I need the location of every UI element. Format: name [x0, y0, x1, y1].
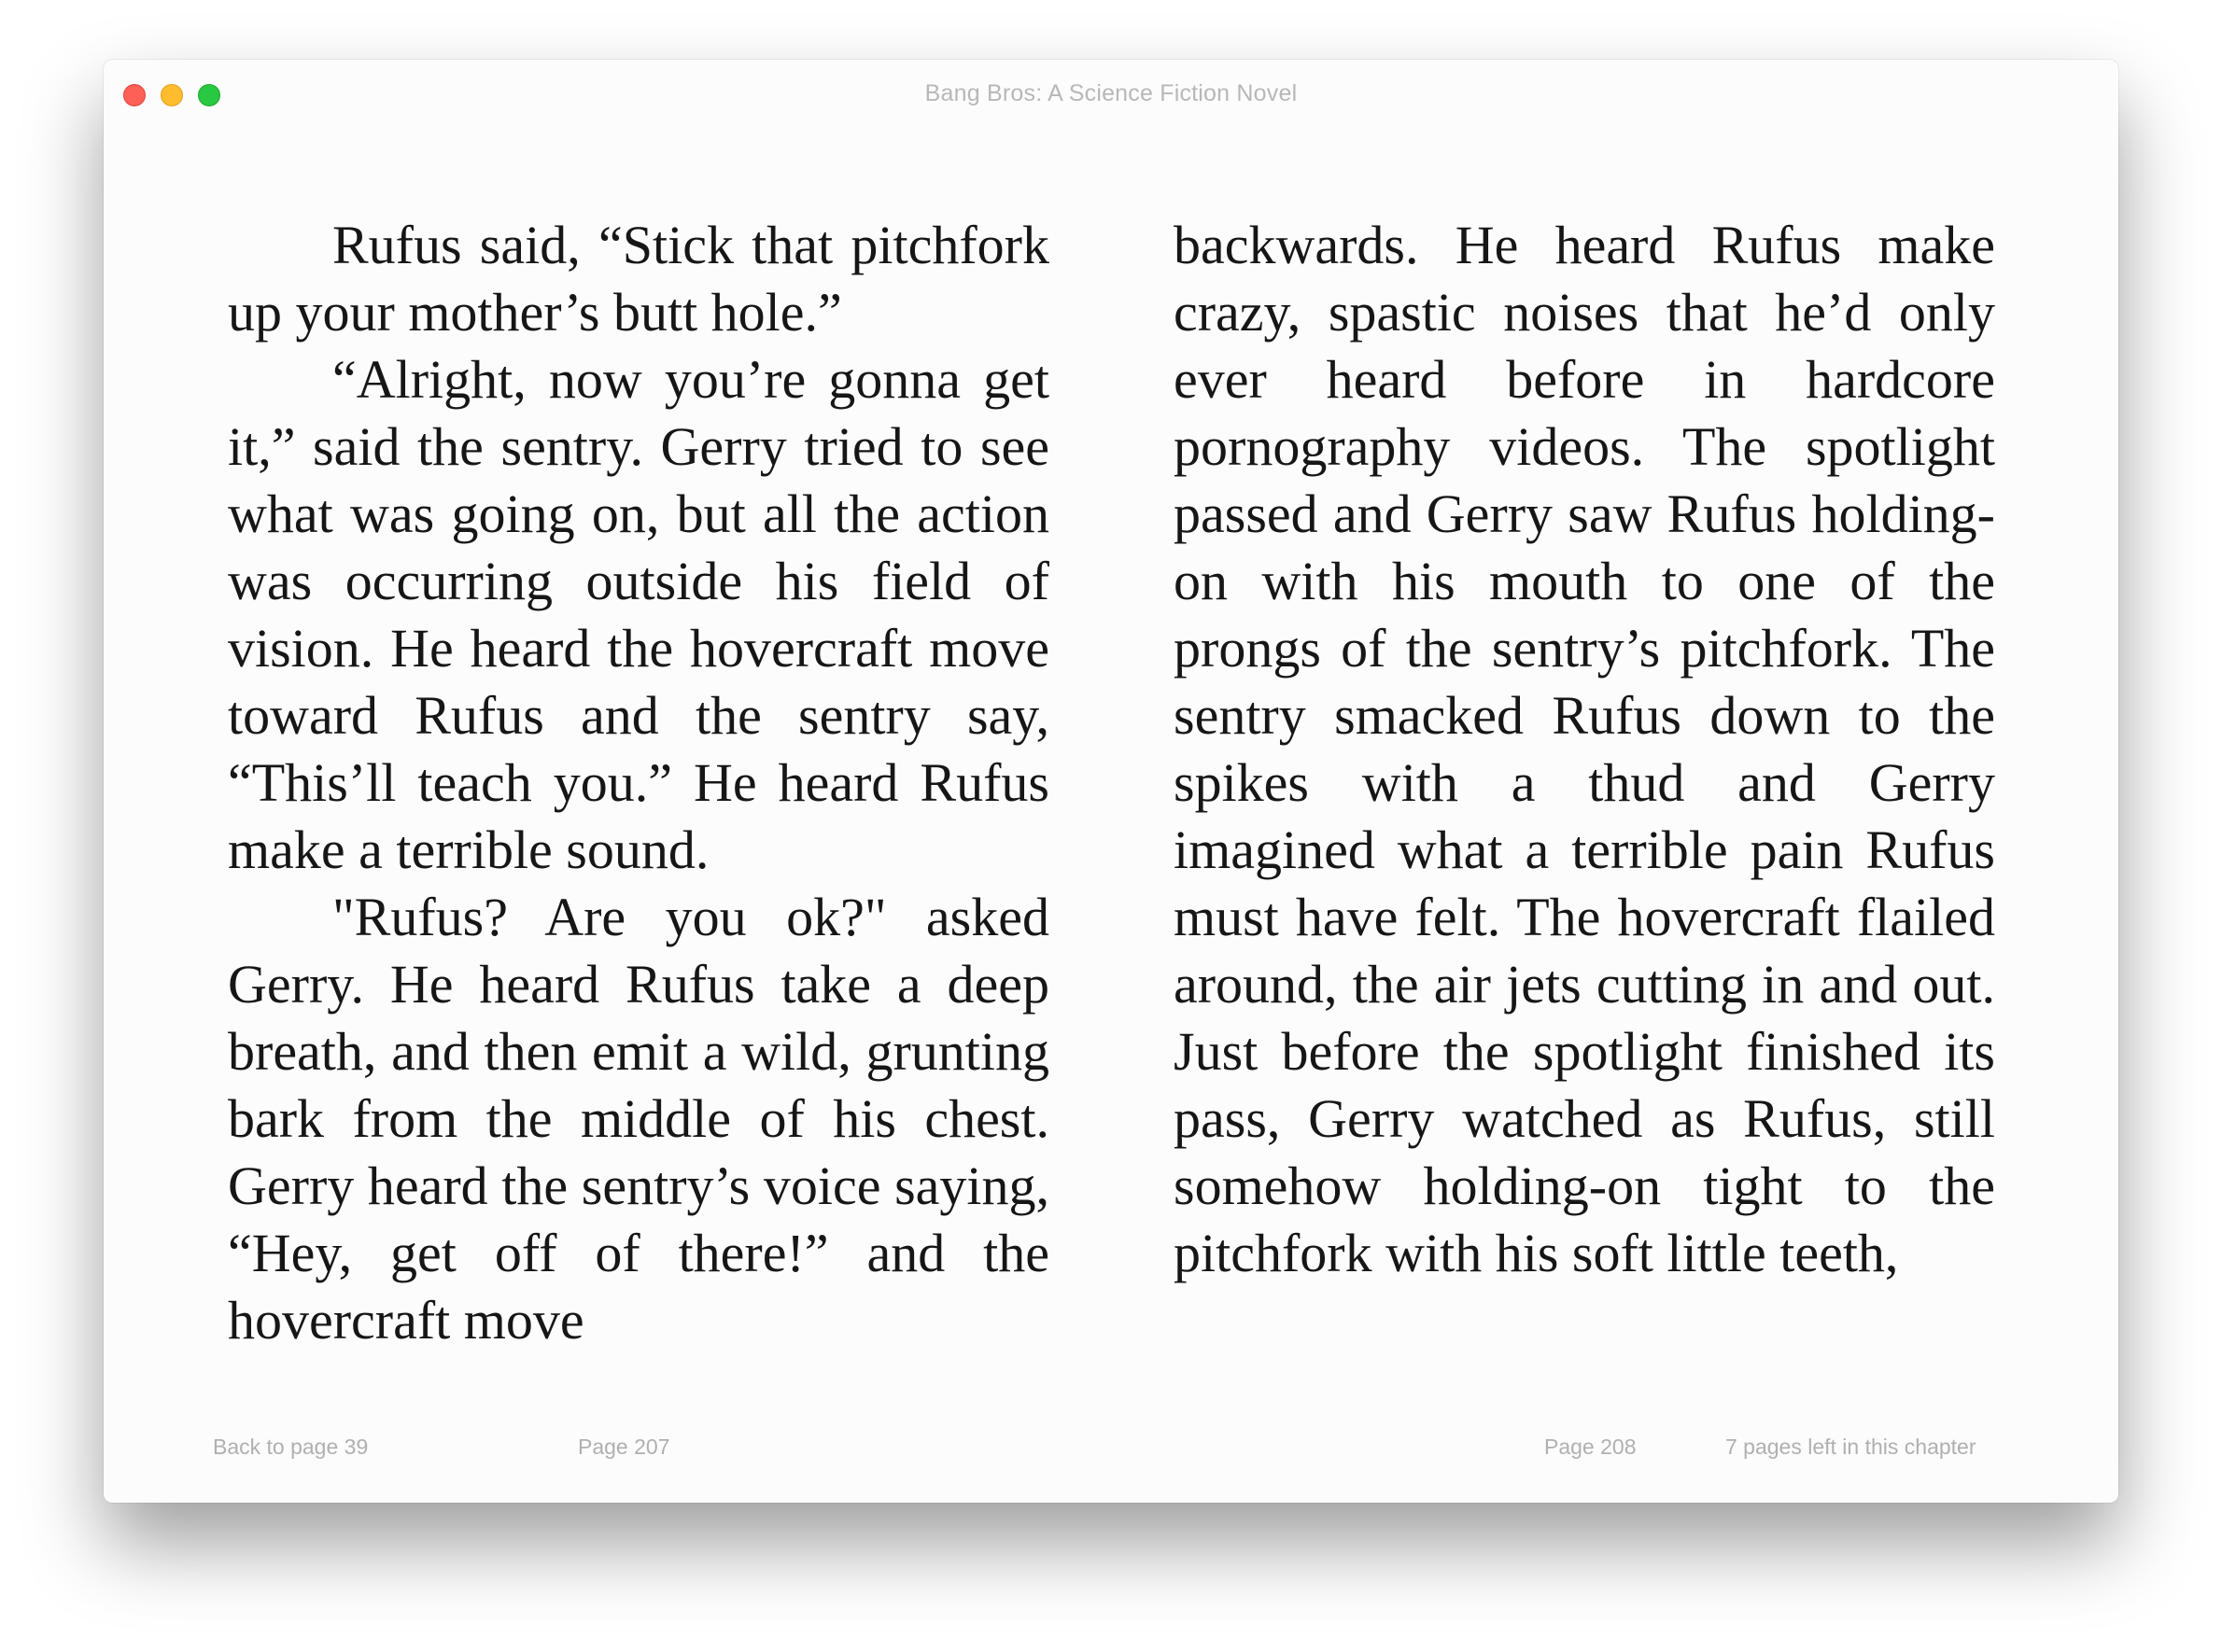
reader-window: [104, 60, 2118, 1503]
paragraph: “Alright, now you’re gonna get it,” said the sentry. Gerry tried to see what was going on, but all the action was occurring outside his field of vision. He heard the hovercraft move toward Rufus and the sentry say, “This’ll teach you.” He heard Rufus make a terrible sound.: [228, 349, 1049, 880]
paragraph: Rufus said, “Stick that pitchfork up your mother’s butt hole.”: [228, 215, 1049, 343]
left-page-text[interactable]: [228, 212, 1049, 1354]
title-bar[interactable]: [104, 60, 2118, 127]
pages-left-in-chapter: 7 pages left in this chapter: [1725, 1435, 1976, 1459]
right-page-number: Page 208: [1544, 1435, 1637, 1459]
window-title: Bang Bros: A Science Fiction Novel: [924, 80, 1298, 106]
back-to-page-link[interactable]: Back to page 39: [213, 1435, 369, 1459]
left-page-number: Page 207: [578, 1435, 670, 1459]
paragraph: "Rufus? Are you ok?" asked Gerry. He heard Rufus take a deep breath, and then emit a wild, grunting bark from the middle of his chest. Gerry heard the sentry’s voice saying, “Hey, get off of there!” and the hovercraft move: [228, 887, 1049, 1351]
paragraph: backwards. He heard Rufus make crazy, spastic noises that he’d only ever heard before in hardcore pornography videos. The spotlight passed and Gerry saw Rufus holding-on with his mouth to one of the prongs of the sentry’s pitchfork. The sentry smacked Rufus down to the spikes with a thud and Gerry imagined what a terrible pain Rufus must have felt. The hovercraft flailed around, the air jets cutting in and out. Just before the spotlight finished its pass, Gerry watched as Rufus, still somehow holding-on tight to the pitchfork with his soft little teeth,: [1174, 215, 1995, 1283]
right-page-text[interactable]: [1174, 212, 1995, 1287]
